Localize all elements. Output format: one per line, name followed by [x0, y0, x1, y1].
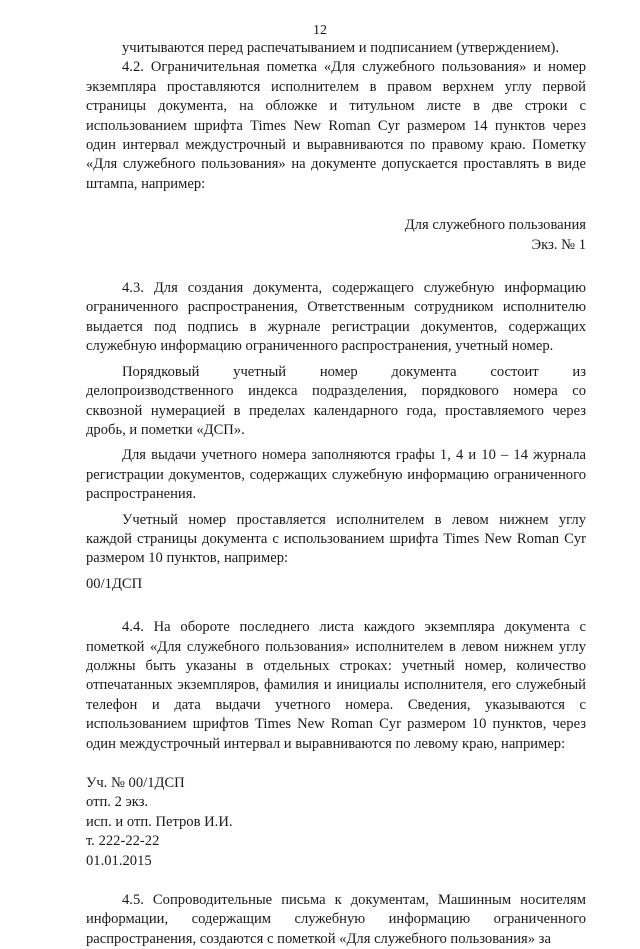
paragraph-4-3: 4.3. Для создания документа, содержащего служебную информацию ограниченного распространения, Ответственным сотрудником исполнителю выдается под подпись в журнале регистрации документов, содержащих служебную информацию ограниченного распространения, учетный номер.: [86, 280, 586, 355]
paragraph-number-placement: Учетный номер проставляется исполнителем в левом нижнем углу каждой страницы документа с использованием шрифта Times New Roman Cyr размером 10 пунктов, например:: [86, 511, 586, 567]
example-line-date: 01.01.2015: [86, 852, 152, 869]
paragraph-4-4: 4.4. На обороте последнего листа каждого экземпляра документа с пометкой «Для служебного пользования» исполнителем в левом нижнем углу должны быть указаны в отдельных строках: учетный номер, количество отпечатанных экземпляров, фамилия и инициалы исполнителя, его служебный телефон и дата выдачи учетного номера. Сведения, указываются с использованием шрифтов Times New Roman Cyr размером 10 пунктов, через один междустрочный интервал и выравниваются по левому краю, например:: [86, 619, 586, 752]
paragraph-4-5: 4.5. Сопроводительные письма к документам, Машинным носителям информации, содержащим служебную информацию ограниченного распространения, создаются с пометкой «Для служебного пользования» за: [86, 892, 586, 947]
example-line-copies: отп. 2 экз.: [86, 794, 149, 811]
paragraph-journal-columns: Для выдачи учетного номера заполняются графы 1, 4 и 10 – 14 журнала регистрации документов, содержащих служебную информацию ограниченного распространения.: [86, 447, 586, 503]
document-body: [86, 39, 586, 949]
stamp-line-1: Для служебного пользования: [404, 217, 586, 234]
paragraph-continuation: учитываются перед распечатыванием и подписанием (утверждением).: [122, 40, 560, 56]
example-account-number: 00/1ДСП: [86, 575, 143, 592]
example-line-phone: т. 222-22-22: [86, 833, 160, 850]
example-reverse-side: [86, 774, 586, 871]
page-number: 12: [313, 23, 327, 38]
example-line-executor: исп. и отп. Петров И.И.: [86, 813, 233, 830]
stamp-example: [86, 216, 586, 255]
paragraph-number-structure: Порядковый учетный номер документа состоит из делопроизводственного индекса подразделения, порядкового номера со сквозной нумерацией в пределах календарного года, проставляемого через дробь, и пометки «ДСП».: [86, 363, 586, 438]
stamp-line-2: Экз. № 1: [531, 236, 586, 253]
example-line-account: Уч. № 00/1ДСП: [86, 775, 185, 791]
paragraph-4-2: 4.2. Ограничительная пометка «Для служебного пользования» и номер экземпляра проставляются исполнителем в правом верхнем углу первой страницы документа, на обложке и титульном листе в две строки с использованием шрифта Times New Roman Cyr размером 14 пунктов через один интервал междустрочный и выравниваются по правому краю. Пометку «Для служебного пользования» на документе допускается проставлять в виде штампа, например:: [86, 59, 586, 192]
